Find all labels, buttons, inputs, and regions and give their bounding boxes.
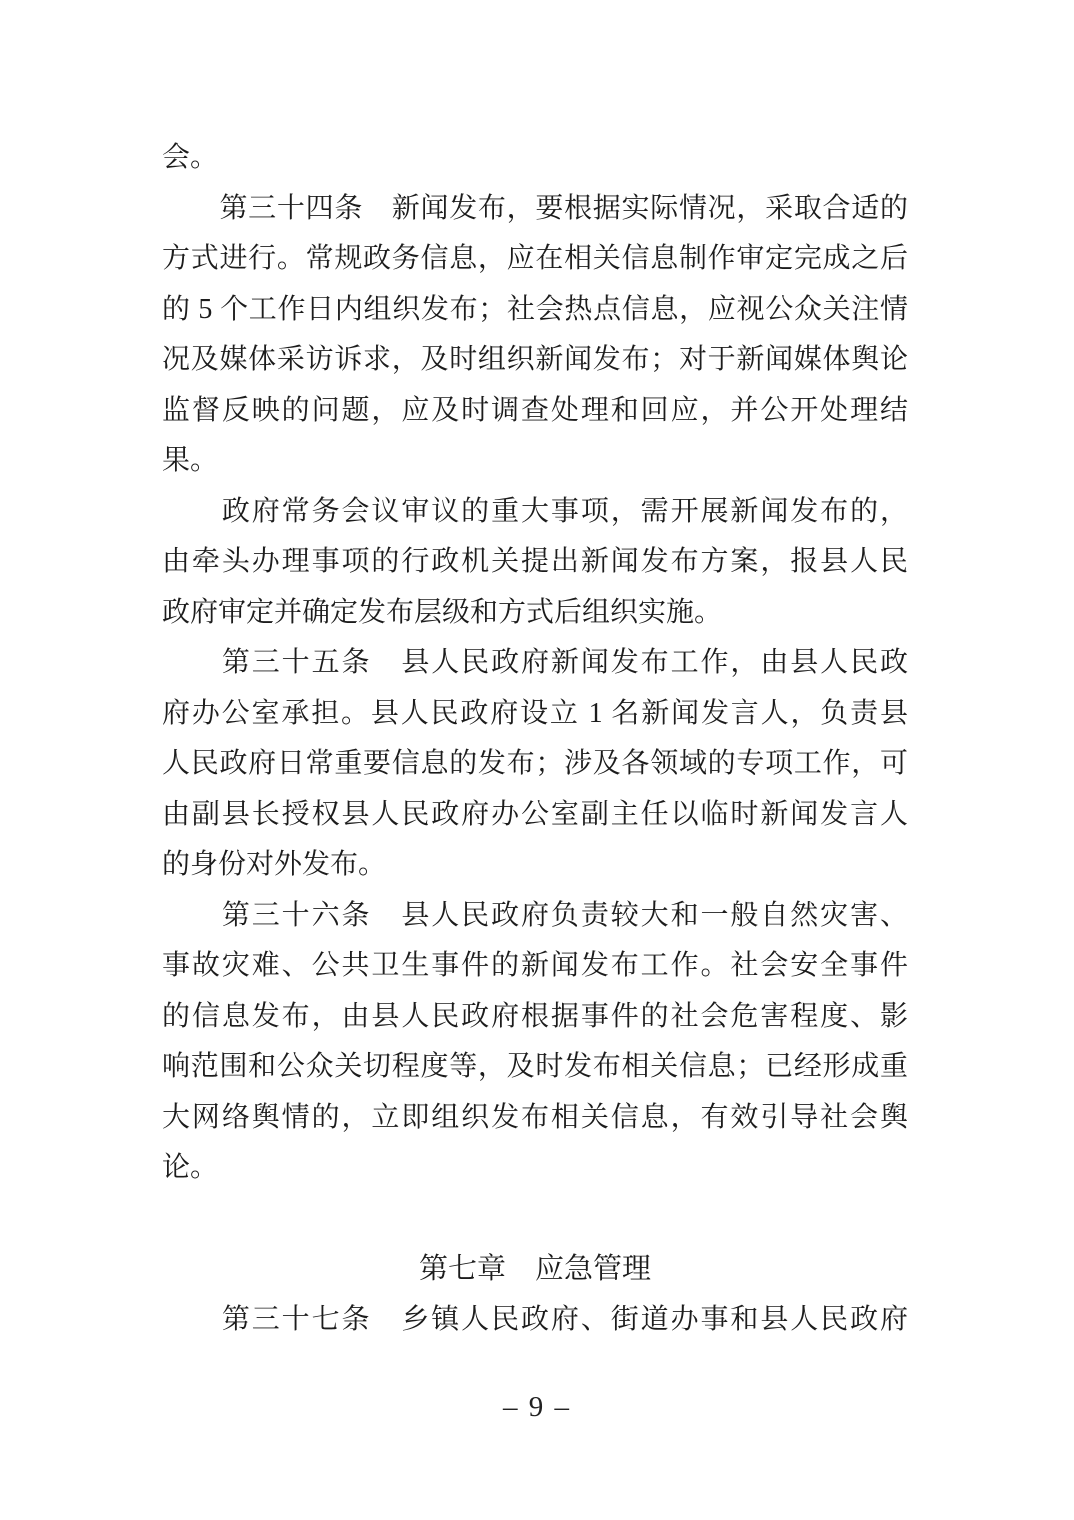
text-line: 政府常务会议审议的重大事项，需开展新闻发布的， [162, 495, 908, 527]
text-line: 会。 [162, 142, 219, 173]
blank-line [162, 1194, 908, 1245]
text-line: 监督反映的问题，应及时调查处理和回应，并公开处理结 [162, 394, 908, 426]
text-line: 大网络舆情的，立即组织发布相关信息，有效引导社会舆 [162, 1101, 908, 1133]
text-line: 方式进行。常规政务信息，应在相关信息制作审定完成之后 [162, 243, 908, 274]
text-line: 第三十五条 县人民政府新闻发布工作，由县人民政 [162, 647, 908, 678]
text-line: 的 5 个工作日内组织发布；社会热点信息，应视公众关注情 [162, 293, 908, 325]
text-line: 府办公室承担。县人民政府设立 1 名新闻发言人，负责县 [162, 697, 908, 729]
text-line: 政府审定并确定发布层级和方式后组织实施。 [162, 596, 723, 628]
text-line: 人民政府日常重要信息的发布；涉及各领域的专项工作，可 [162, 748, 908, 779]
text-line: 事故灾难、公共卫生事件的新闻发布工作。社会安全事件 [162, 950, 908, 981]
text-line: 第三十四条 新闻发布，要根据实际情况，采取合适的 [162, 192, 908, 224]
text-line: 的信息发布，由县人民政府根据事件的社会危害程度、影 [162, 1000, 908, 1032]
text-line: 果。 [162, 445, 219, 476]
document-text-block [162, 133, 908, 1345]
text-line: 的身份对外发布。 [162, 849, 387, 880]
text-line: 况及媒体采访诉求，及时组织新闻发布；对于新闻媒体舆论 [162, 344, 908, 375]
text-line: 响范围和公众关切程度等，及时发布相关信息；已经形成重 [162, 1051, 908, 1082]
text-line: 论。 [162, 1152, 219, 1183]
text-line: 第三十七条 乡镇人民政府、街道办事和县人民政府 [162, 1303, 908, 1335]
page-number: – 9 – [503, 1391, 571, 1423]
chapter-heading: 第七章 应急管理 [418, 1253, 651, 1285]
text-line: 由牵头办理事项的行政机关提出新闻发布方案，报县人民 [162, 546, 908, 577]
text-line: 第三十六条 县人民政府负责较大和一般自然灾害、 [162, 899, 908, 931]
text-line: 由副县长授权县人民政府办公室副主任以临时新闻发言人 [162, 798, 908, 830]
